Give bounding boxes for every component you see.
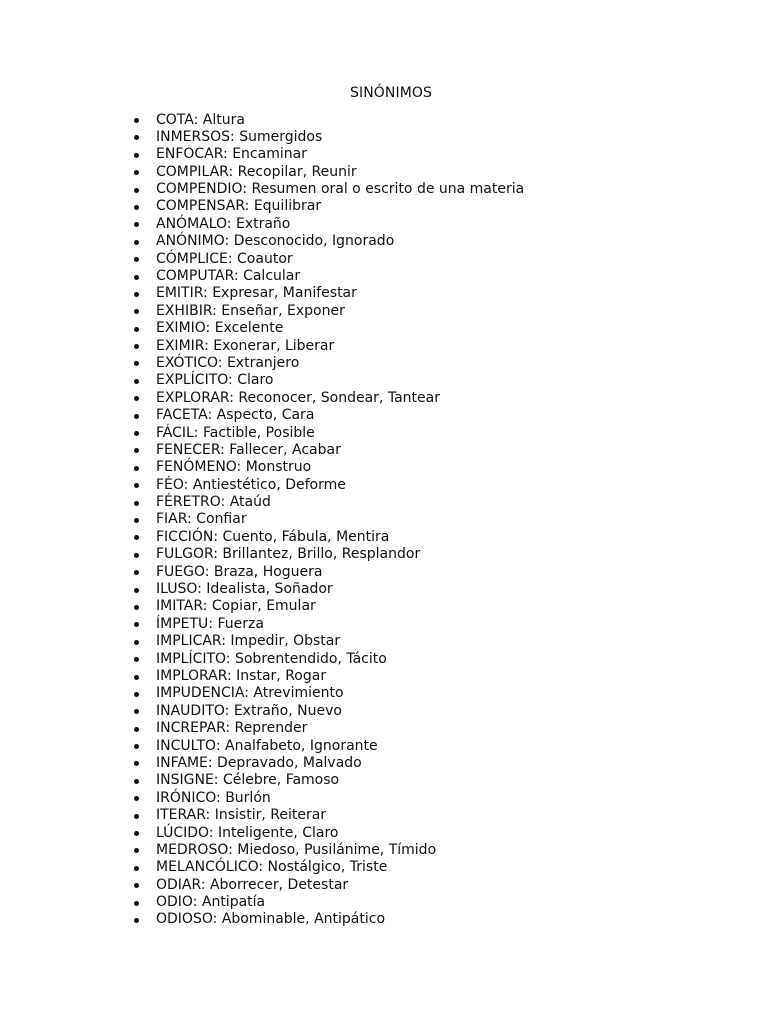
list-item: FICCIÓN: Cuento, Fábula, Mentira [156, 529, 524, 546]
list-item: FUEGO: Braza, Hoguera [156, 564, 524, 581]
list-item: ENFOCAR: Encaminar [156, 146, 524, 163]
list-item: FIAR: Confiar [156, 511, 524, 528]
list-item: INCREPAR: Reprender [156, 720, 524, 737]
list-item: EXHIBIR: Enseñar, Exponer [156, 303, 524, 320]
list-item: EXIMIR: Exonerar, Liberar [156, 338, 524, 355]
list-item: FENECER: Fallecer, Acabar [156, 442, 524, 459]
list-item: IRÓNICO: Burlón [156, 790, 524, 807]
synonym-list [156, 112, 524, 929]
list-item: INSIGNE: Célebre, Famoso [156, 772, 524, 789]
list-item: EXÓTICO: Extranjero [156, 355, 524, 372]
list-item: FÉRETRO: Ataúd [156, 494, 524, 511]
list-item: IMITAR: Copiar, Emular [156, 598, 524, 615]
list-item: IMPLICAR: Impedir, Obstar [156, 633, 524, 650]
list-item: ITERAR: Insistir, Reiterar [156, 807, 524, 824]
list-item: COMPENSAR: Equilibrar [156, 198, 524, 215]
list-item: EXPLÍCITO: Claro [156, 372, 524, 389]
list-item: IMPLORAR: Instar, Rogar [156, 668, 524, 685]
list-item: ANÓMALO: Extraño [156, 216, 524, 233]
list-item: CÓMPLICE: Coautor [156, 251, 524, 268]
list-item: ODIOSO: Abominable, Antipático [156, 911, 524, 928]
list-item: IMPUDENCIA: Atrevimiento [156, 685, 524, 702]
list-item: EXIMIO: Excelente [156, 320, 524, 337]
list-item: FÁCIL: Factible, Posible [156, 425, 524, 442]
list-item: FÉO: Antiestético, Deforme [156, 477, 524, 494]
list-item: FACETA: Aspecto, Cara [156, 407, 524, 424]
list-item: COTA: Altura [156, 112, 524, 129]
list-item: MEDROSO: Miedoso, Pusilánime, Tímido [156, 842, 524, 859]
list-item: INAUDITO: Extraño, Nuevo [156, 703, 524, 720]
list-item: EXPLORAR: Reconocer, Sondear, Tantear [156, 390, 524, 407]
list-item: INMERSOS: Sumergidos [156, 129, 524, 146]
list-item: IMPLÍCITO: Sobrentendido, Tácito [156, 651, 524, 668]
list-item: FENÓMENO: Monstruo [156, 459, 524, 476]
list-item: COMPUTAR: Calcular [156, 268, 524, 285]
list-item: MELANCÓLICO: Nostálgico, Triste [156, 859, 524, 876]
list-item: FULGOR: Brillantez, Brillo, Resplandor [156, 546, 524, 563]
list-item: ÍMPETU: Fuerza [156, 616, 524, 633]
list-item: EMITIR: Expresar, Manifestar [156, 285, 524, 302]
list-item: INCULTO: Analfabeto, Ignorante [156, 738, 524, 755]
list-item: INFAME: Depravado, Malvado [156, 755, 524, 772]
list-item: ANÓNIMO: Desconocido, Ignorado [156, 233, 524, 250]
list-item: ODIO: Antipatía [156, 894, 524, 911]
list-item: ODIAR: Aborrecer, Detestar [156, 877, 524, 894]
list-item: COMPILAR: Recopilar, Reunir [156, 164, 524, 181]
list-item: COMPENDIO: Resumen oral o escrito de una materia [156, 181, 525, 198]
list-item: LÚCIDO: Inteligente, Claro [156, 825, 524, 842]
list-item: ILUSO: Idealista, Soñador [156, 581, 524, 598]
document-title: SINÓNIMOS [350, 85, 432, 101]
